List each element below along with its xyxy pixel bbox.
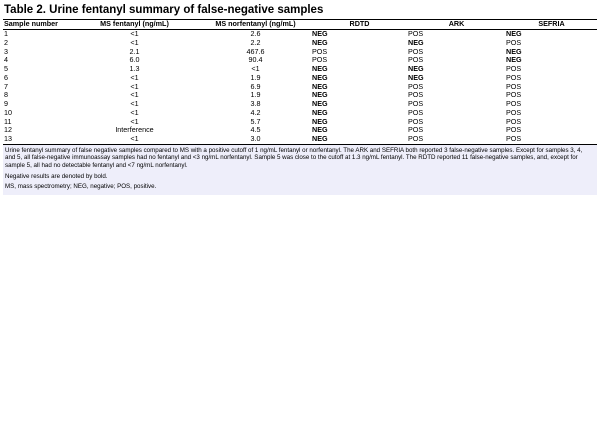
table-row bbox=[3, 30, 597, 39]
cell-ms-fentanyl: <1 bbox=[130, 117, 139, 126]
cell-ms-norfentanyl: 5.7 bbox=[250, 117, 261, 126]
cell-rdtd: NEG bbox=[312, 91, 328, 100]
table-title: Table 2. Urine fentanyl summary of false-negative samples bbox=[4, 4, 324, 16]
cell-sefria: POS bbox=[506, 65, 522, 73]
cell-ms-fentanyl: <1 bbox=[130, 29, 139, 38]
cell-ark: POS bbox=[408, 47, 424, 56]
cell-ms-norfentanyl: 4.5 bbox=[250, 126, 261, 135]
cell-rdtd: NEG bbox=[312, 82, 328, 91]
cell-sample-number: 1 bbox=[4, 29, 8, 38]
cell-ms-fentanyl: <1 bbox=[130, 38, 139, 47]
cell-ms-fentanyl: 2.1 bbox=[129, 47, 140, 56]
cell-ark: POS bbox=[408, 91, 424, 100]
footnote-summary: Urine fentanyl summary of false negative samples compared to MS with a positive cutoff of 1 ng/mL fentanyl or norfentanyl. The ARK and SEFRIA both reported 3 false-negative samples. Except for samples 3, 4, and 5, all false-negative immunoassay samples had no fentanyl and <3 ng/mL norfentanyl. Sample 5 was close to the cutoff at 1.3 ng/mL fentanyl. The RDTD reported 11 false-negative samples, and, except for sample 5, all had no detectable fentanyl and <7 ng/mL norfentanyl. bbox=[5, 146, 583, 169]
cell-rdtd: POS bbox=[312, 56, 328, 65]
cell-ark: POS bbox=[408, 108, 424, 117]
table-row bbox=[3, 100, 597, 109]
cell-sefria: POS bbox=[506, 91, 522, 100]
cell-sefria: NEG bbox=[506, 29, 522, 38]
cell-rdtd: NEG bbox=[312, 29, 328, 38]
cell-sample-number: 11 bbox=[4, 117, 12, 126]
cell-ark: NEG bbox=[408, 65, 424, 73]
cell-sefria: POS bbox=[505, 135, 597, 144]
cell-sefria: POS bbox=[506, 100, 522, 108]
cell-ms-fentanyl: <1 bbox=[130, 100, 139, 108]
cell-rdtd: NEG bbox=[312, 65, 328, 73]
cell-rdtd: POS bbox=[312, 47, 328, 56]
column-header-sefria: SEFRIA bbox=[505, 20, 597, 30]
cell-rdtd: NEG bbox=[312, 117, 328, 126]
cell-sefria: POS bbox=[506, 38, 522, 47]
cell-rdtd: NEG bbox=[311, 135, 407, 144]
table-row bbox=[3, 65, 597, 74]
cell-ms-fentanyl: 1.3 bbox=[129, 65, 140, 73]
cell-ark: POS bbox=[408, 100, 424, 108]
cell-rdtd: NEG bbox=[312, 126, 328, 135]
fentanyl-table bbox=[3, 19, 597, 145]
cell-rdtd: NEG bbox=[312, 108, 328, 117]
cell-sample-number: 4 bbox=[4, 56, 8, 65]
cell-ms-norfentanyl: 90.4 bbox=[248, 56, 263, 65]
column-header-ms-fentanyl: MS fentanyl (ng/mL) bbox=[69, 20, 199, 30]
cell-ms-norfentanyl: <1 bbox=[251, 65, 260, 73]
cell-ms-norfentanyl: 4.2 bbox=[250, 108, 261, 117]
column-header-rdtd: RDTD bbox=[311, 20, 407, 30]
cell-ms-fentanyl: <1 bbox=[130, 108, 139, 117]
cell-rdtd: NEG bbox=[312, 38, 328, 47]
cell-ark: NEG bbox=[408, 73, 424, 82]
cell-ms-norfentanyl: 3.8 bbox=[250, 100, 261, 108]
cell-ms-norfentanyl: 2.2 bbox=[250, 38, 261, 47]
cell-sefria: POS bbox=[506, 82, 522, 91]
cell-ms-fentanyl: <1 bbox=[130, 91, 139, 100]
cell-ms-fentanyl: <1 bbox=[130, 82, 139, 91]
cell-sefria: POS bbox=[506, 73, 522, 82]
cell-sefria: NEG bbox=[506, 56, 522, 65]
table-footnotes bbox=[3, 145, 597, 195]
cell-ark: POS bbox=[407, 135, 505, 144]
cell-sample-number: 3 bbox=[4, 47, 8, 56]
cell-sample-number: 5 bbox=[4, 65, 8, 73]
cell-sample-number: 7 bbox=[4, 82, 8, 91]
cell-ms-norfentanyl: 1.9 bbox=[250, 91, 261, 100]
table-row bbox=[3, 39, 597, 48]
table-row bbox=[3, 118, 597, 127]
table-row bbox=[3, 48, 597, 57]
cell-sample-number: 10 bbox=[4, 108, 12, 117]
table-header-row bbox=[3, 20, 597, 30]
cell-sample-number: 2 bbox=[4, 38, 8, 47]
column-header-sample-number: Sample number bbox=[3, 20, 69, 30]
cell-sample-number: 9 bbox=[4, 100, 8, 108]
cell-sample-number: 12 bbox=[4, 126, 12, 135]
cell-ms-norfentanyl: 2.6 bbox=[250, 29, 261, 38]
cell-ms-norfentanyl: 1.9 bbox=[250, 73, 261, 82]
cell-ark: POS bbox=[408, 82, 424, 91]
table-row bbox=[3, 135, 597, 144]
cell-ms-norfentanyl: 3.0 bbox=[199, 135, 311, 144]
cell-ark: POS bbox=[408, 56, 424, 65]
cell-ark: POS bbox=[408, 117, 424, 126]
footnote-abbreviations: MS, mass spectrometry; NEG, negative; POS, positive. bbox=[5, 183, 157, 191]
cell-sefria: NEG bbox=[506, 47, 522, 56]
column-header-ms-norfentanyl: MS norfentanyl (ng/mL) bbox=[199, 20, 311, 30]
cell-sefria: POS bbox=[506, 117, 522, 126]
cell-sample-number: 6 bbox=[4, 73, 8, 82]
cell-ark: POS bbox=[408, 29, 424, 38]
table-row bbox=[3, 109, 597, 118]
cell-sample-number: 13 bbox=[3, 135, 69, 144]
cell-ms-fentanyl: 6.0 bbox=[129, 56, 140, 65]
table-body bbox=[3, 30, 597, 145]
cell-ms-norfentanyl: 467.6 bbox=[246, 47, 265, 56]
cell-ark: NEG bbox=[408, 38, 424, 47]
column-header-ark: ARK bbox=[407, 20, 505, 30]
table-row bbox=[3, 83, 597, 92]
cell-sefria: POS bbox=[506, 108, 522, 117]
table-row bbox=[3, 74, 597, 83]
cell-ms-fentanyl: <1 bbox=[69, 135, 199, 144]
cell-ark: POS bbox=[408, 126, 424, 135]
cell-ms-norfentanyl: 6.9 bbox=[250, 82, 261, 91]
cell-rdtd: NEG bbox=[312, 100, 328, 108]
table-page bbox=[3, 3, 597, 195]
cell-sefria: POS bbox=[506, 126, 522, 135]
cell-sample-number: 8 bbox=[4, 91, 8, 100]
cell-rdtd: NEG bbox=[312, 73, 328, 82]
cell-ms-fentanyl: <1 bbox=[130, 73, 139, 82]
cell-ms-fentanyl: Interference bbox=[115, 126, 154, 135]
table-row bbox=[3, 126, 597, 135]
table-row bbox=[3, 56, 597, 65]
table-row bbox=[3, 91, 597, 100]
footnote-bold-legend: Negative results are denoted by bold. bbox=[5, 172, 108, 180]
